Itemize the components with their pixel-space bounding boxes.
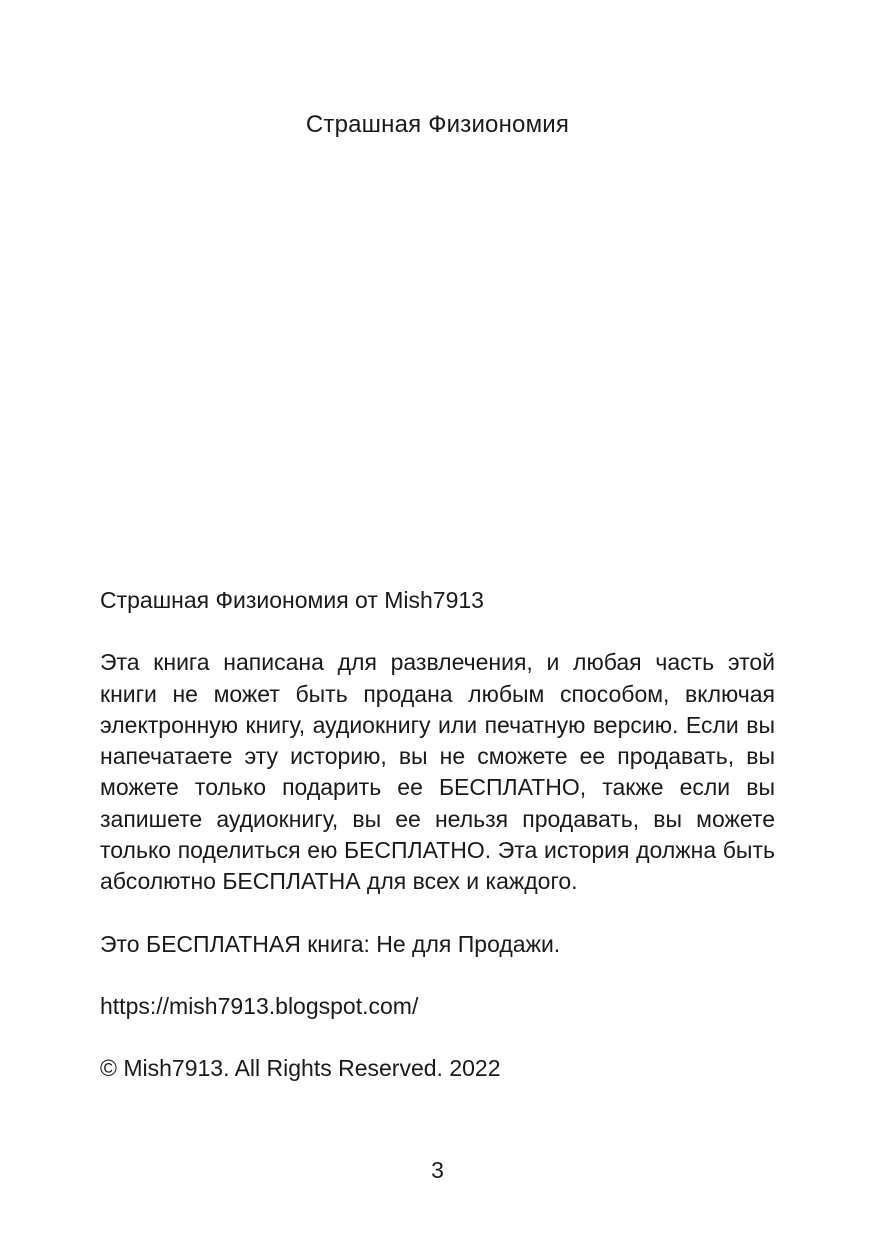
subtitle-line: Страшная Физиономия от Mish7913 bbox=[100, 587, 484, 613]
copyright-line: © Mish7913. All Rights Reserved. 2022 bbox=[100, 1055, 501, 1082]
book-title: Страшная Физиономия bbox=[305, 111, 570, 138]
page-number: 3 bbox=[431, 1157, 444, 1183]
blog-url: https://mish7913.blogspot.com/ bbox=[100, 992, 419, 1019]
license-paragraph: Эта книга написана для развлечения, и любая часть этой книги не может быть продана любым способом, включая электронную книгу, аудиокнигу или печатную версию. Если вы напечатаете эту историю, вы не сможете ее продавать, вы можете только подарить ее БЕСПЛАТНО, также если вы запишете аудиокнигу, вы ее нельзя продавать, вы можете только поделиться ею БЕСПЛАТНО. Эта история должна быть абсолютно БЕСПЛАТНА для всех и каждого. bbox=[100, 649, 775, 895]
free-note: Это БЕСПЛАТНАЯ книга: Не для Продажи. bbox=[100, 930, 561, 957]
front-matter-section bbox=[100, 585, 775, 1085]
